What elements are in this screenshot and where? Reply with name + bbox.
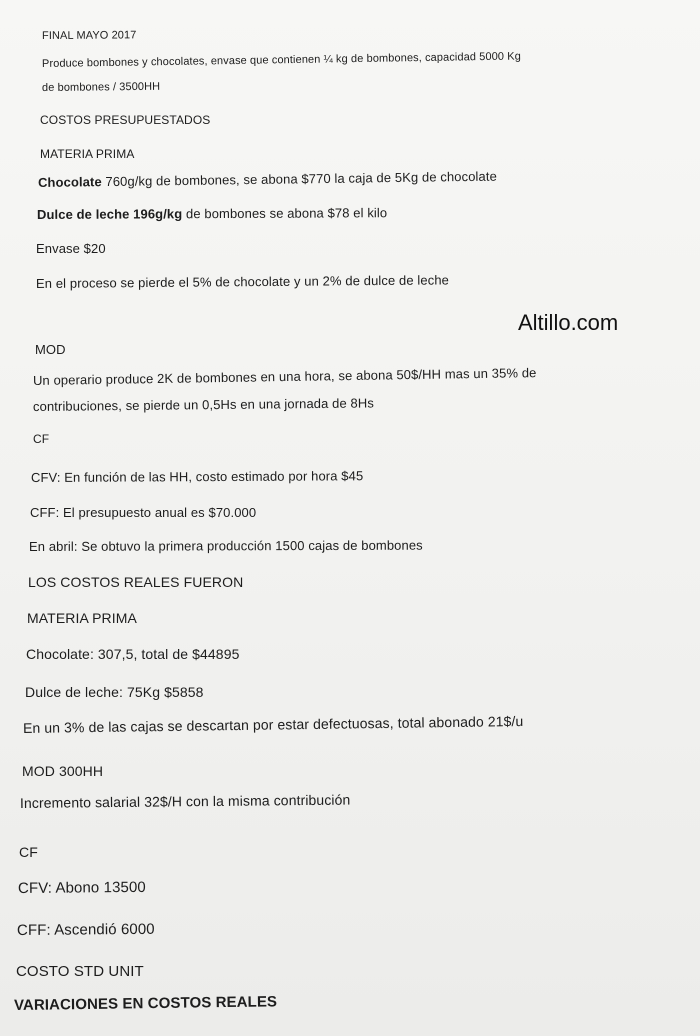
chocolate-rest-text: 760g/kg de bombones, se abona $770 la caja de 5Kg de chocolate <box>101 168 497 190</box>
actual-cost-variances-heading: VARIACIONES EN COSTOS REALES <box>13 993 278 1014</box>
defect-discard-line: En un 3% de las cajas se descartan por estar defectuosas, total abonado 21$/u <box>22 713 524 736</box>
packaging-line: Envase $20 <box>36 241 106 256</box>
intro-line-2: de bombones / 3500HH <box>41 80 161 94</box>
chocolate-actual-line: Chocolate: 307,5, total de $44895 <box>26 646 240 662</box>
budgeted-costs-heading: COSTOS PRESUPUESTADOS <box>40 113 211 127</box>
mod-heading-2: MOD 300HH <box>22 763 104 779</box>
intro-line-1: Produce bombones y chocolates, envase que contienen ¼ kg de bombones, capacidad 5000 Kg <box>41 50 522 70</box>
process-loss-line: En el proceso se pierde el 5% de chocolate y un 2% de dulce de leche <box>35 272 450 291</box>
raw-material-heading-2: MATERIA PRIMA <box>27 610 137 626</box>
cfv-actual-line: CFV: Abono 13500 <box>17 878 146 897</box>
cf-heading-2: CF <box>19 844 38 860</box>
cfv-budget-line: CFV: En función de las HH, costo estimado por hora $45 <box>30 468 364 485</box>
exam-header: FINAL MAYO 2017 <box>41 29 137 42</box>
operator-line-2: contribuciones, se pierde un 0,5Hs en una jornada de 8Hs <box>32 395 374 414</box>
standard-unit-cost-heading: COSTO STD UNIT <box>16 963 144 980</box>
actual-costs-heading: LOS COSTOS REALES FUERON <box>28 574 244 590</box>
dulce-bold-text: Dulce de leche 196g/kg <box>36 206 183 222</box>
salary-increase-line: Incremento salarial 32$/H con la misma contribución <box>19 791 351 811</box>
watermark-text: Altillo.com <box>518 310 619 335</box>
cf-heading-1: CF <box>33 432 50 446</box>
raw-material-heading-1: MATERIA PRIMA <box>40 147 135 161</box>
chocolate-bold-text: Chocolate <box>37 174 102 190</box>
chocolate-budget-line <box>38 169 497 190</box>
operator-line-1: Un operario produce 2K de bombones en una hora, se abona 50$/HH mas un 35% de <box>32 365 537 388</box>
april-production-line: En abril: Se obtuvo la primera producción 1500 cajas de bombones <box>28 537 423 554</box>
dulce-budget-line <box>37 205 387 222</box>
cff-budget-line: CFF: El presupuesto anual es $70.000 <box>30 505 257 520</box>
dulce-rest-text: de bombones se abona $78 el kilo <box>182 205 388 222</box>
mod-heading-1: MOD <box>35 342 66 357</box>
cff-actual-line: CFF: Ascendió 6000 <box>16 920 155 939</box>
dulce-actual-line: Dulce de leche: 75Kg $5858 <box>25 684 204 700</box>
